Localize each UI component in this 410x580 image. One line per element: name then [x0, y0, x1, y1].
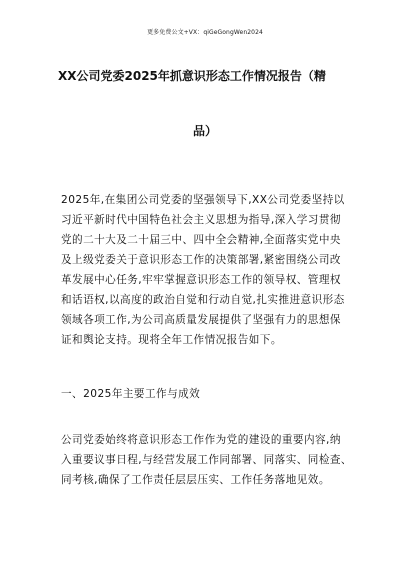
section-heading: 一、2025年主要工作与成效	[61, 388, 201, 400]
body-line: 和话语权,以高度的政治自觉和行动自觉,扎实推进意识形态	[61, 294, 345, 306]
body-line: 同考核,确保了工作责任层层压实、工作任务落地见效。	[61, 474, 330, 486]
body-line: 习近平新时代中国特色社会主义思想为指导,深入学习贯彻	[61, 214, 341, 226]
body-line: 入重要议事日程,与经营发展工作同部署、同落实、同检查、	[61, 454, 352, 466]
header-note: 更多免费公文+VX：qiGeGongWen2024	[147, 29, 263, 36]
document-title-line-1: XX公司党委2025年抓意识形态工作情况报告（精	[58, 69, 326, 83]
body-line: 公司党委始终将意识形态工作作为党的建设的重要内容,纳	[61, 434, 341, 446]
body-line: 及上级党委关于意识形态工作的决策部署,紧密围绕公司改	[61, 254, 341, 266]
document-title-line-2: 品）	[193, 124, 218, 138]
body-line: 2025年,在集团公司党委的坚强领导下,XX公司党委坚持以	[61, 194, 345, 206]
body-line: 党的二十大及二十届三中、四中全会精神,全面落实党中央	[61, 234, 341, 246]
body-line: 领域各项工作,为公司高质量发展提供了坚强有力的思想保	[61, 314, 341, 326]
body-line: 证和舆论支持。现将全年工作情况报告如下。	[61, 334, 282, 346]
body-line: 革发展中心任务,牢牢掌握意识形态工作的领导权、管理权	[61, 274, 341, 286]
